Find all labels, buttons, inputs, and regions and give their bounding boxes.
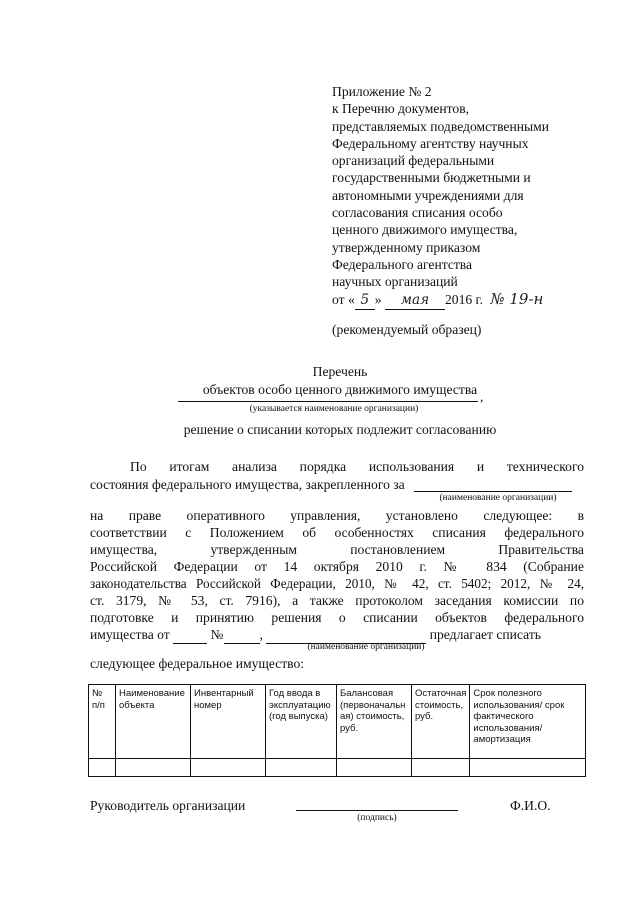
table-cell bbox=[266, 759, 337, 777]
signature-blank bbox=[296, 810, 458, 811]
word: следующее: bbox=[483, 508, 553, 523]
org-hint-2: (наименование организации) bbox=[439, 493, 557, 503]
word: оперативного bbox=[186, 508, 265, 523]
appendix-line: автономными учреждениями для bbox=[332, 187, 524, 203]
table-cell bbox=[470, 759, 586, 777]
table-row bbox=[89, 759, 586, 777]
number-blank bbox=[224, 626, 260, 644]
word: итогам bbox=[169, 459, 210, 474]
appendix-line: к Перечню документов, bbox=[332, 101, 470, 117]
decision-line: решение о списании которых подлежит согласованию bbox=[183, 422, 497, 437]
word: технического bbox=[506, 459, 584, 474]
text: , bbox=[259, 627, 263, 642]
appendix-line: организаций федеральными bbox=[332, 153, 495, 169]
recommended-sample-label: (рекомендуемый образец) bbox=[332, 322, 482, 337]
org-name-blank bbox=[178, 401, 478, 402]
appendix-line: Федеральному агентству научных bbox=[332, 135, 529, 151]
body-line-5 bbox=[90, 541, 584, 558]
word: Правительства bbox=[498, 542, 584, 557]
appendix-line: государственными бюджетными и bbox=[332, 170, 531, 186]
full-name-label: Ф.И.О. bbox=[510, 798, 551, 813]
appendix-line: утвержденному приказом bbox=[332, 239, 481, 255]
date-mid: » bbox=[374, 291, 382, 307]
body-line-11: следующее федеральное имущество: bbox=[90, 656, 305, 671]
date-day-handwritten: 5 bbox=[355, 292, 375, 310]
property-table bbox=[88, 684, 586, 777]
body-line-8: ст. 3179, № 53, ст. 7916), а также протоколом заседания комиссии по bbox=[90, 593, 584, 608]
word: порядка bbox=[299, 459, 347, 474]
table-cell bbox=[412, 759, 470, 777]
word: имущества, bbox=[90, 542, 158, 557]
signature-hint: (подпись) bbox=[357, 813, 397, 823]
org-hint-3: (наименование организации) bbox=[307, 642, 425, 652]
table-cell bbox=[337, 759, 412, 777]
org-name-hint: (указывается наименование организации) bbox=[249, 404, 419, 414]
word: управления, bbox=[290, 508, 361, 523]
body-line-7: законодательства Российской Федерации, 2010, № 42, ст. 5402; 2012, № 24, bbox=[90, 576, 584, 591]
word: использования bbox=[368, 459, 455, 474]
word: на bbox=[90, 508, 104, 523]
header-cell: Остаточная стоимость, руб. bbox=[412, 685, 470, 759]
appendix-date-line bbox=[332, 291, 602, 310]
word: праве bbox=[128, 508, 162, 523]
table-cell bbox=[116, 759, 191, 777]
appendix-line: Приложение № 2 bbox=[332, 84, 432, 99]
appendix-line: Федерального агентства bbox=[332, 256, 473, 272]
date-blank bbox=[173, 626, 207, 644]
word: По bbox=[130, 459, 147, 474]
org-name-comma: , bbox=[480, 389, 484, 404]
word: в bbox=[577, 508, 584, 523]
appendix-line: ценного движимого имущества, bbox=[332, 222, 518, 238]
header-cell: Балансовая (первоначальн ая) стоимость, руб. bbox=[337, 685, 412, 759]
date-year: 2016 г. bbox=[444, 291, 483, 307]
text: предлагает списать bbox=[429, 627, 541, 642]
word: и bbox=[476, 459, 485, 474]
order-number-handwritten: № 19-н bbox=[490, 289, 544, 308]
body-line-4: соответствии с Положением об особенностях списания федерального bbox=[90, 525, 584, 540]
body-line-3 bbox=[90, 507, 584, 524]
table-cell bbox=[89, 759, 116, 777]
body-line-9: подготовке и принятию решения о списании объектов федерального bbox=[90, 610, 584, 625]
date-month-handwritten: мая bbox=[385, 292, 445, 310]
header-cell: Срок полезного использования/ срок фактического использования/ амортизация bbox=[470, 685, 586, 759]
appendix-header bbox=[332, 83, 602, 310]
header-cell: № п/п bbox=[89, 685, 116, 759]
body-line-1 bbox=[130, 458, 584, 475]
text: № bbox=[210, 627, 224, 642]
table-header-row bbox=[89, 685, 586, 759]
appendix-line: согласования списания особо bbox=[332, 205, 503, 221]
appendix-line: представляемых подведомственными bbox=[332, 118, 550, 134]
header-cell: Наименование объекта bbox=[116, 685, 191, 759]
page-title: Перечень bbox=[312, 364, 368, 379]
table-cell bbox=[191, 759, 266, 777]
header-cell: Год ввода в эксплуатацию (год выпуска) bbox=[266, 685, 337, 759]
text: имущества от bbox=[90, 627, 170, 642]
body-line-2: состояния федерального имущества, закрепленного за bbox=[90, 477, 405, 492]
date-prefix: от « bbox=[332, 291, 355, 307]
word: установлено bbox=[385, 508, 458, 523]
signature-label: Руководитель организации bbox=[90, 798, 246, 813]
page-subtitle: объектов особо ценного движимого имущества bbox=[202, 382, 478, 397]
word: постановлением bbox=[350, 542, 446, 557]
word: утвержденным bbox=[210, 542, 297, 557]
org-blank-2 bbox=[414, 491, 572, 492]
appendix-line: научных организаций bbox=[332, 274, 458, 290]
word: анализа bbox=[232, 459, 277, 474]
body-line-6: Российской Федерации от 14 октября 2010 г. № 834 (Собрание bbox=[90, 559, 584, 574]
header-cell: Инвентарный номер bbox=[191, 685, 266, 759]
